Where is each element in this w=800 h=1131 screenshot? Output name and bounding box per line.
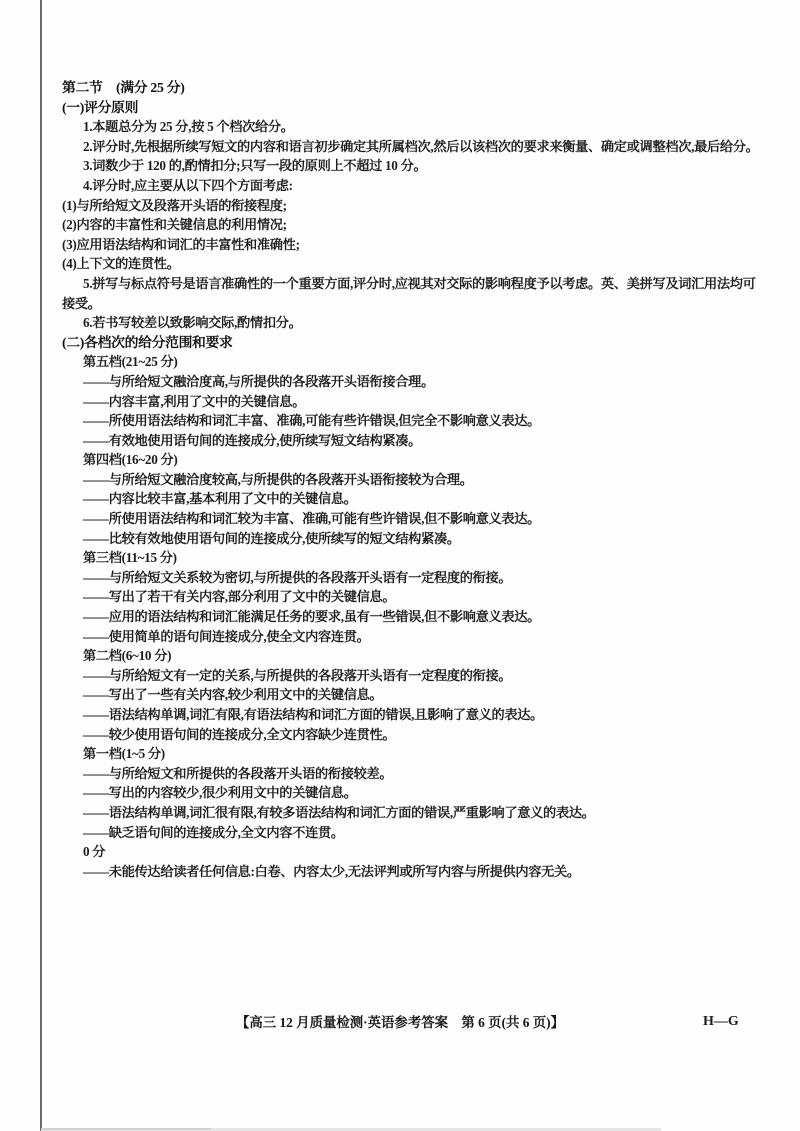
criterion: ——应用的语法结构和词汇能满足任务的要求,虽有一些错误,但不影响意义表达。	[83, 609, 541, 625]
criterion: ——内容丰富,利用了文中的关键信息。	[83, 393, 306, 409]
principle-item: 6.若书写较差以致影响交际,酌情扣分。	[83, 315, 302, 331]
principle-item: 4.评分时,应主要从以下四个方面考虑:	[83, 177, 293, 193]
criterion: ——与所给短文融洽度较高,与所提供的各段落开头语衔接较为合理。	[83, 471, 473, 487]
tier-title: 第二档(6~10 分)	[83, 648, 172, 664]
principle-subitem: (1)与所给短文及段落开头语的衔接程度;	[62, 197, 287, 213]
principle-item: 5.拼写与标点符号是语言准确性的一个重要方面,评分时,应视其对交际的影响程度予以考虑。英、美拼写及词汇用法均可	[83, 275, 756, 291]
tier-title: 0 分	[83, 844, 106, 860]
criterion: ——比较有效地使用语句间的连接成分,使所续写的短文结构紧凑。	[83, 530, 460, 546]
tier-title: 第一档(1~5 分)	[83, 746, 165, 762]
criterion: ——与所给短文关系较为密切,与所提供的各段落开头语有一定程度的衔接。	[83, 569, 512, 585]
principle-item: 2.评分时,先根据所续写短文的内容和语言初步确定其所属档次,然后以该档次的要求来衡量、确定或调整档次,最后给分。	[83, 138, 759, 154]
criterion: ——使用简单的语句间连接成分,使全文内容连贯。	[83, 628, 370, 644]
criterion: ——写出的内容较少,很少利用文中的关键信息。	[83, 785, 357, 801]
criterion: ——写出了若干有关内容,部分利用了文中的关键信息。	[83, 589, 396, 605]
criterion: ——与所给短文有一定的关系,与所提供的各段落开头语有一定程度的衔接。	[83, 667, 512, 683]
criterion: ——有效地使用语句间的连接成分,使所续写短文结构紧凑。	[83, 432, 422, 448]
criterion: ——所使用语法结构和词汇丰富、准确,可能有些许错误,但完全不影响意义表达。	[83, 413, 541, 429]
subsection-title: (一)评分原则	[62, 99, 139, 115]
tier-title: 第五档(21~25 分)	[83, 354, 178, 370]
criterion: ——写出了一些有关内容,较少利用文中的关键信息。	[83, 687, 383, 703]
page-footer: 【高三 12 月质量检测·英语参考答案 第 6 页(共 6 页)】	[235, 1015, 565, 1030]
scoring-rubric-text	[62, 78, 778, 881]
criterion: ——语法结构单调,词汇很有限,有较多语法结构和词汇方面的错误,严重影响了意义的表达。	[83, 804, 595, 820]
criterion: ——与所给短文融洽度高,与所提供的各段落开头语衔接合理。	[83, 373, 434, 389]
principle-subitem: (2)内容的丰富性和关键信息的利用情况;	[62, 217, 287, 233]
criterion: ——内容比较丰富,基本利用了文中的关键信息。	[83, 491, 357, 507]
criterion: ——未能传达给读者任何信息:白卷、内容太少,无法评判或所写内容与所提供内容无关。	[83, 863, 580, 879]
principle-subitem: (3)应用语法结构和词汇的丰富性和准确性;	[62, 236, 300, 252]
tier-title: 第四档(16~20 分)	[83, 452, 178, 468]
criterion: ——缺乏语句间的连接成分,全文内容不连贯。	[83, 824, 344, 840]
criterion: ——与所给短文和所提供的各段落开头语的衔接较差。	[83, 765, 393, 781]
criterion: ——较少使用语句间的连接成分,全文内容缺少连贯性。	[83, 726, 396, 742]
criterion: ——所使用语法结构和词汇较为丰富、准确,可能有些许错误,但不影响意义表达。	[83, 511, 541, 527]
paper-code: H—G	[703, 1014, 739, 1029]
principle-item: 1.本题总分为 25 分,按 5 个档次给分。	[83, 119, 294, 135]
principle-item: 3.词数少于 120 的,酌情扣分;只写一段的原则上不超过 10 分。	[83, 158, 427, 174]
subsection-title: (二)各档次的给分范围和要求	[62, 334, 233, 350]
criterion: ——语法结构单调,词汇有限,有语法结构和词汇方面的错误,且影响了意义的表达。	[83, 707, 544, 722]
scan-edge-line-artifact	[40, 0, 42, 1131]
section-title: 第二节 (满分 25 分)	[62, 80, 185, 95]
scan-bottom-line-dark-artifact	[41, 1128, 211, 1130]
principle-continuation: 接受。	[62, 295, 101, 311]
principle-subitem: (4)上下文的连贯性。	[62, 256, 180, 272]
tier-title: 第三档(11~15 分)	[83, 550, 177, 566]
